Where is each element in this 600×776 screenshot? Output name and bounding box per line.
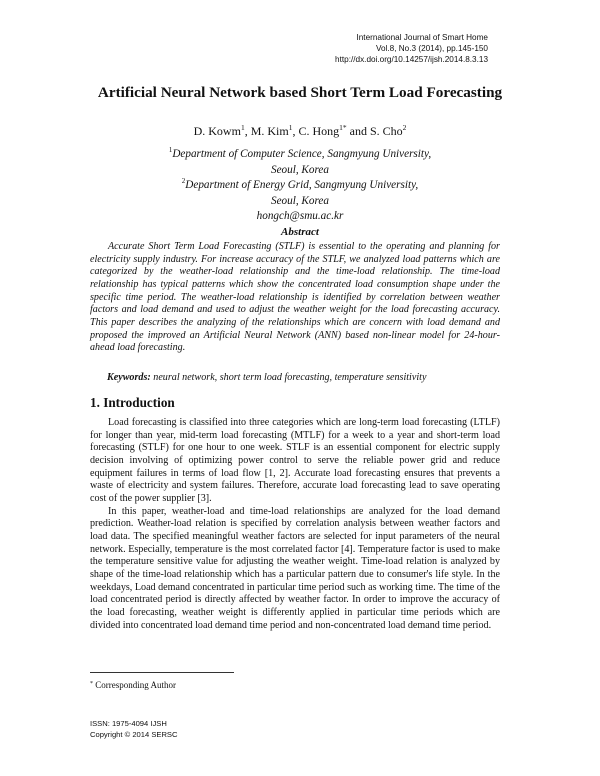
abstract-text: Accurate Short Term Load Forecasting (STLF) is essential to the operating and planning for electricity supply industry. For increase accuracy of the STLF, we analyzed load patterns which are categorized by the weather-load relationship and the time-load relationship. The time-load relationship has typical patterns which show the concentrated load consumption shape under the specific time period. The weather-load relationship is identified by correlation between weather factors and load demand and used to adjust the weather weight for the load forecasting accuracy. This paper describes the analyzing of the relationships which are concern with load demand and proposed the improved an Artificial Neural Network (ANN) based non-linear model for 24-hour-ahead load forecasting. [90,241,500,354]
author-name: M. Kim [250,124,289,138]
author-affiliation-mark: 1 [288,123,293,132]
author-name: D. Kowm [193,124,241,138]
issn-line: ISSN: 1975-4094 IJSH [90,719,167,728]
author-separator: , [244,124,251,138]
footnote [90,680,176,690]
affiliation-1-mark: 1 [168,146,173,154]
author-separator: , [292,124,299,138]
keywords [107,372,507,383]
footnote-mark: * [90,681,93,687]
footnote-text: Corresponding Author [95,680,176,690]
affiliations [0,147,600,225]
author-list [0,124,600,139]
keywords-text: neural network, short term load forecasting, temperature sensitivity [153,372,427,383]
author-separator: and [346,124,370,138]
body-paragraph: Load forecasting is classified into three categories which are long-term load forecasting (LTLF) for longer than year, mid-term load forecasting (MTLF) for a week to a year and short-term load forecasting (STLF) for one hour to one week. STLF is an essential component for electric supply decision involving of optimizing power control to serve the reliable power grid and reduce equipment failures in terms of load flow [1, 2]. Accurate load forecasting ensures that prevents a waste of electricity and system failures. Therefore, accurate load forecasting lead to save operating cost of the power supplier [3]. [90,417,500,504]
abstract-heading: Abstract [281,226,319,238]
affiliation-2-line2: Seoul, Korea [270,194,329,207]
affiliation-2-line1: Department of Energy Grid, Sangmyung University, [185,179,419,192]
author-affiliation-mark: 2 [402,123,407,132]
issn-block [90,718,177,740]
corresponding-email[interactable]: hongch@smu.ac.kr [256,210,344,223]
author-name: C. Hong [298,124,340,138]
journal-header [248,32,488,65]
copyright-line: Copyright © 2014 SERSC [90,730,178,739]
author-affiliation-mark: 1 [240,123,245,132]
body-paragraph: In this paper, weather-load and time-load relationships are analyzed for the load demand prediction. Weather-load relation is specified by correlation analysis between weather factors and load data. The specified meaningful weather factors are selected for input parameters of the neural network. Especially, temperature is the most correlated factor [4]. Temperature factor is used to make the temperature sensitive value for adjusting the weather weight. Time-load relation is analyzed by shape of the time-load relationship which has a particular pattern due to consumer's life style. In the weekdays, Load demand concentrated in particular time period such as working time. The time of the load concentrated period is directly affected by weather factor. In order to improve the accuracy of the load forecasting, weather weight is differently applied in particular time periods which are divided into concentrated load demand time period and non-concentrated load demand time period. [90,505,500,631]
affiliation-1-line2: Seoul, Korea [270,163,329,176]
keywords-label: Keywords: [107,372,151,383]
affiliation-2 [0,178,600,194]
journal-name: International Journal of Smart Home [356,33,488,42]
section-body [90,417,500,632]
affiliation-2-mark: 2 [181,177,186,186]
section-heading: 1. Introduction [90,395,175,410]
author-affiliation-mark: 1* [339,123,347,132]
journal-doi[interactable]: http://dx.doi.org/10.14257/ijsh.2014.8.3.13 [335,55,488,64]
paper-title: Artificial Neural Network based Short Term Load Forecasting [97,84,503,101]
journal-volume: Vol.8, No.3 (2014), pp.145-150 [376,44,488,53]
affiliation-1 [0,147,600,163]
footnote-divider [90,672,234,673]
affiliation-1-line1: Department of Computer Science, Sangmyung University, [172,148,432,160]
author-name: S. Cho [369,124,403,138]
